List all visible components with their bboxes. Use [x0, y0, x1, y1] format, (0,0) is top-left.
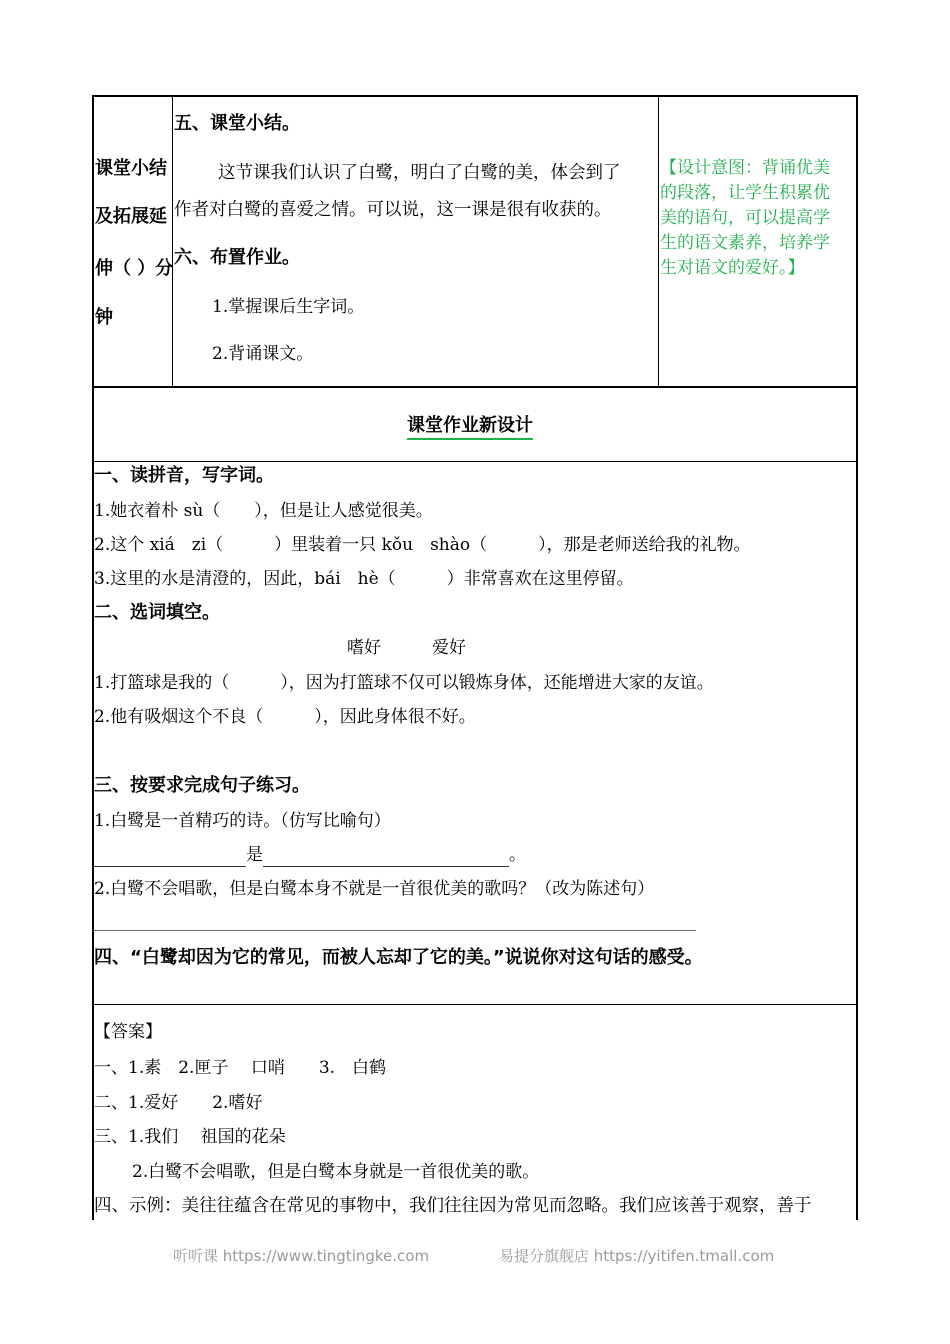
q1-item: 2.这个 xiá zi（ ）里装着一只 kǒu shào（ ），那是老师送给我的礼物。 — [94, 535, 751, 555]
q2-title: 二、选词填空。 — [94, 602, 220, 623]
design-intent-line: 美的语句，可以提高学 — [660, 208, 830, 228]
homework-title: 课堂作业新设计 — [407, 414, 533, 440]
col-divider-1 — [172, 95, 173, 387]
q1-item: 3.这里的水是清澄的，因此，bái hè（ ）非常喜欢在这里停留。 — [94, 569, 634, 589]
q3-blank-line[interactable] — [94, 844, 526, 867]
q1-title: 一、读拼音，写字词。 — [94, 465, 274, 486]
section5-title: 五、课堂小结。 — [174, 113, 300, 134]
table-border-top — [92, 95, 858, 97]
answer-line: 三、1.我们 祖国的花朵 — [94, 1127, 286, 1147]
q1-item: 1.她衣着朴 sù（ ），但是让人感觉很美。 — [94, 501, 433, 521]
left-label-line: 及拓展延 — [95, 206, 167, 227]
section5-line1: 这节课我们认识了白鹭，明白了白鹭的美，体会到了 — [218, 163, 621, 183]
answer-line: 四、示例：美往往蕴含在常见的事物中，我们往往因为常见而忽略。我们应该善于观察，善于 — [94, 1196, 812, 1216]
row-divider-1 — [92, 386, 858, 388]
left-label-line: 伸（ ）分 — [95, 258, 174, 279]
section5-line2: 作者对白鹭的喜爱之情。可以说，这一课是很有收获的。 — [174, 200, 612, 220]
row-divider-3 — [92, 1004, 858, 1005]
blank-end: 。 — [509, 845, 526, 865]
answer-line: 二、1.爱好 2.嗜好 — [94, 1093, 263, 1113]
footer-link-right[interactable]: 易提分旗舰店 https://yitifen.tmall.com — [499, 1247, 775, 1265]
q3-item: 2.白鹭不会唱歌，但是白鹭本身不就是一首很优美的歌吗？（改为陈述句） — [94, 879, 655, 899]
section6-title: 六、布置作业。 — [174, 247, 300, 268]
q2-item: 1.打篮球是我的（ ），因为打篮球不仅可以锻炼身体，还能增进大家的友谊。 — [94, 673, 714, 693]
design-intent-line: 的段落，让学生积累优 — [660, 183, 830, 203]
homework-item: 2.背诵课文。 — [212, 344, 314, 364]
blank-connector: 是 — [246, 845, 263, 865]
design-intent-line: 【设计意图：背诵优美 — [660, 158, 830, 178]
answer-blank[interactable] — [94, 844, 246, 867]
footer-link-left[interactable]: 听听课 https://www.tingtingke.com — [173, 1247, 430, 1265]
table-border-right — [856, 95, 858, 1220]
answer-line: 一、1.素 2.匣子 口哨 3. 白鹤 — [94, 1058, 387, 1078]
design-intent-line: 生的语文素养，培养学 — [660, 233, 830, 253]
answer-line: 2.白鹭不会唱歌，但是白鹭本身就是一首很优美的歌。 — [132, 1162, 540, 1182]
homework-item: 1.掌握课后生字词。 — [212, 297, 365, 317]
row-divider-2 — [92, 461, 858, 462]
q2-words: 嗜好 爱好 — [347, 638, 466, 658]
q3-answer-line[interactable] — [94, 930, 696, 931]
design-intent-line: 生对语文的爱好。】 — [660, 258, 805, 278]
q3-title: 三、按要求完成句子练习。 — [94, 775, 310, 796]
q4-title: 四、“白鹭却因为它的常见，而被人忘却了它的美。”说说你对这句话的感受。 — [94, 947, 703, 968]
q2-item: 2.他有吸烟这个不良（ ），因此身体很不好。 — [94, 707, 476, 727]
answer-blank[interactable] — [263, 844, 509, 867]
answers-title: 【答案】 — [94, 1022, 162, 1042]
col-divider-2 — [658, 95, 659, 387]
q3-item: 1.白鹭是一首精巧的诗。（仿写比喻句） — [94, 811, 391, 831]
left-label-line: 课堂小结 — [95, 158, 167, 179]
table-border-left — [92, 95, 94, 1220]
left-label-line: 钟 — [95, 307, 113, 328]
